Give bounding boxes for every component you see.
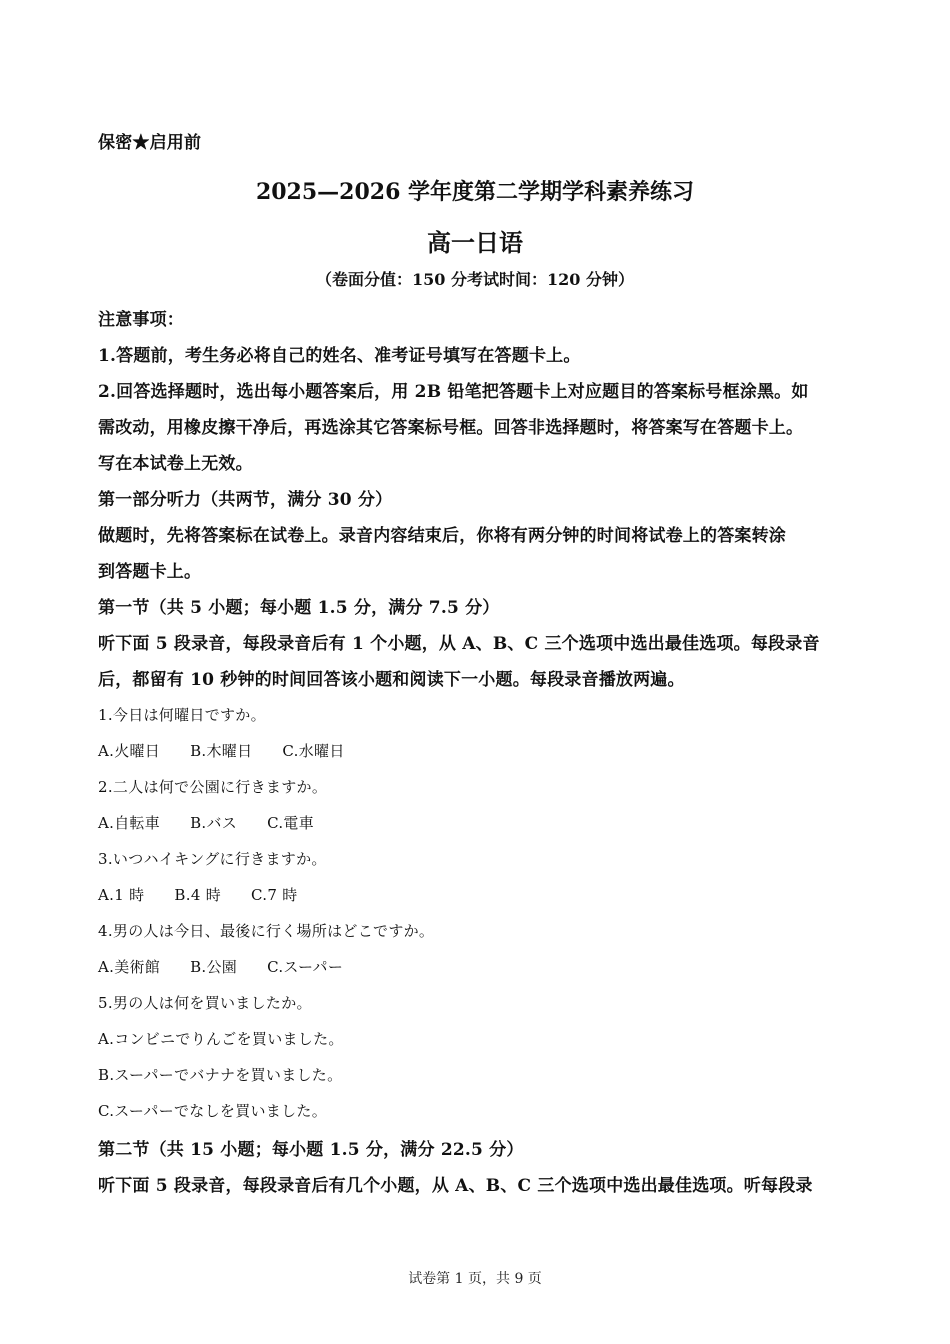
option-b: B.バス	[190, 814, 238, 832]
option-a: A.火曜日	[98, 742, 161, 760]
section2-heading: 第二节（共 15 小题；每小题 1.5 分，满分 22.5 分）	[98, 1140, 524, 1160]
subject-title: 高一日语	[427, 228, 523, 257]
section1-instruction-line-2: 后，都留有 10 秒钟的时间回答该小题和阅读下一小题。每段录音播放两遍。	[98, 670, 685, 690]
option-c: C.水曜日	[282, 742, 345, 760]
part1-heading: 第一部分听力（共两节，满分 30 分）	[98, 490, 393, 510]
section2-instruction-line-1: 听下面 5 段录音，每段录音后有几个小题，从 A、B、C 三个选项中选出最佳选项。听每段录	[98, 1176, 813, 1196]
question-1-options	[98, 740, 375, 761]
option-c: C.スーパー	[267, 958, 344, 976]
question-4-options	[98, 956, 373, 977]
option-c: C.7 時	[251, 886, 298, 904]
option-b: B.4 時	[174, 886, 222, 904]
notice-item-1: 1.答题前，考生务必将自己的姓名、准考证号填写在答题卡上。	[98, 346, 581, 366]
notice-heading: 注意事项：	[98, 310, 184, 330]
exam-info: （卷面分值：150 分考试时间：120 分钟）	[316, 270, 634, 289]
question-5-option-c: C.スーパーでなしを買いました。	[98, 1102, 328, 1120]
question-5: 5.男の人は何を買いましたか。	[98, 994, 312, 1012]
exam-title: 2025—2026 学年度第二学期学科素养练习	[255, 179, 695, 205]
confidential-label: 保密★启用前	[98, 133, 202, 153]
part1-instruction-line-2: 到答题卡上。	[98, 562, 202, 582]
part1-instruction-line-1: 做题时，先将答案标在试卷上。录音内容结束后，你将有两分钟的时间将试卷上的答案转涂	[98, 526, 786, 546]
question-1: 1.今日は何曜日ですか。	[98, 706, 266, 724]
section1-instruction-line-1: 听下面 5 段录音，每段录音后有 1 个小题，从 A、B、C 三个选项中选出最佳选项。每段录音	[98, 634, 820, 654]
option-c: C.電車	[267, 814, 315, 832]
option-a: A.美術館	[98, 958, 161, 976]
option-b: B.公園	[190, 958, 238, 976]
page-footer: 试卷第 1 页，共 9 页	[408, 1271, 542, 1287]
option-a: A.自転車	[98, 814, 161, 832]
question-4: 4.男の人は今日、最後に行く場所はどこですか。	[98, 922, 435, 940]
notice-item-2-line-3: 写在本试卷上无效。	[98, 454, 253, 474]
question-5-option-a: A.コンビニでりんごを買いました。	[98, 1030, 344, 1048]
notice-item-2-line-2: 需改动，用橡皮擦干净后，再选涂其它答案标号框。回答非选择题时，将答案写在答题卡上。	[98, 418, 804, 438]
question-3-options	[98, 884, 328, 905]
notice-item-2-line-1: 2.回答选择题时，选出每小题答案后，用 2B 铅笔把答题卡上对应题目的答案标号框涂黑。如	[98, 382, 809, 402]
question-2-options	[98, 812, 344, 833]
option-b: B.木曜日	[190, 742, 253, 760]
question-2: 2.二人は何で公園に行きますか。	[98, 778, 328, 796]
option-a: A.1 時	[98, 886, 145, 904]
section1-heading: 第一节（共 5 小题；每小题 1.5 分，满分 7.5 分）	[98, 598, 500, 618]
question-5-option-b: B.スーパーでバナナを買いました。	[98, 1066, 343, 1084]
question-3: 3.いつハイキングに行きますか。	[98, 850, 327, 868]
